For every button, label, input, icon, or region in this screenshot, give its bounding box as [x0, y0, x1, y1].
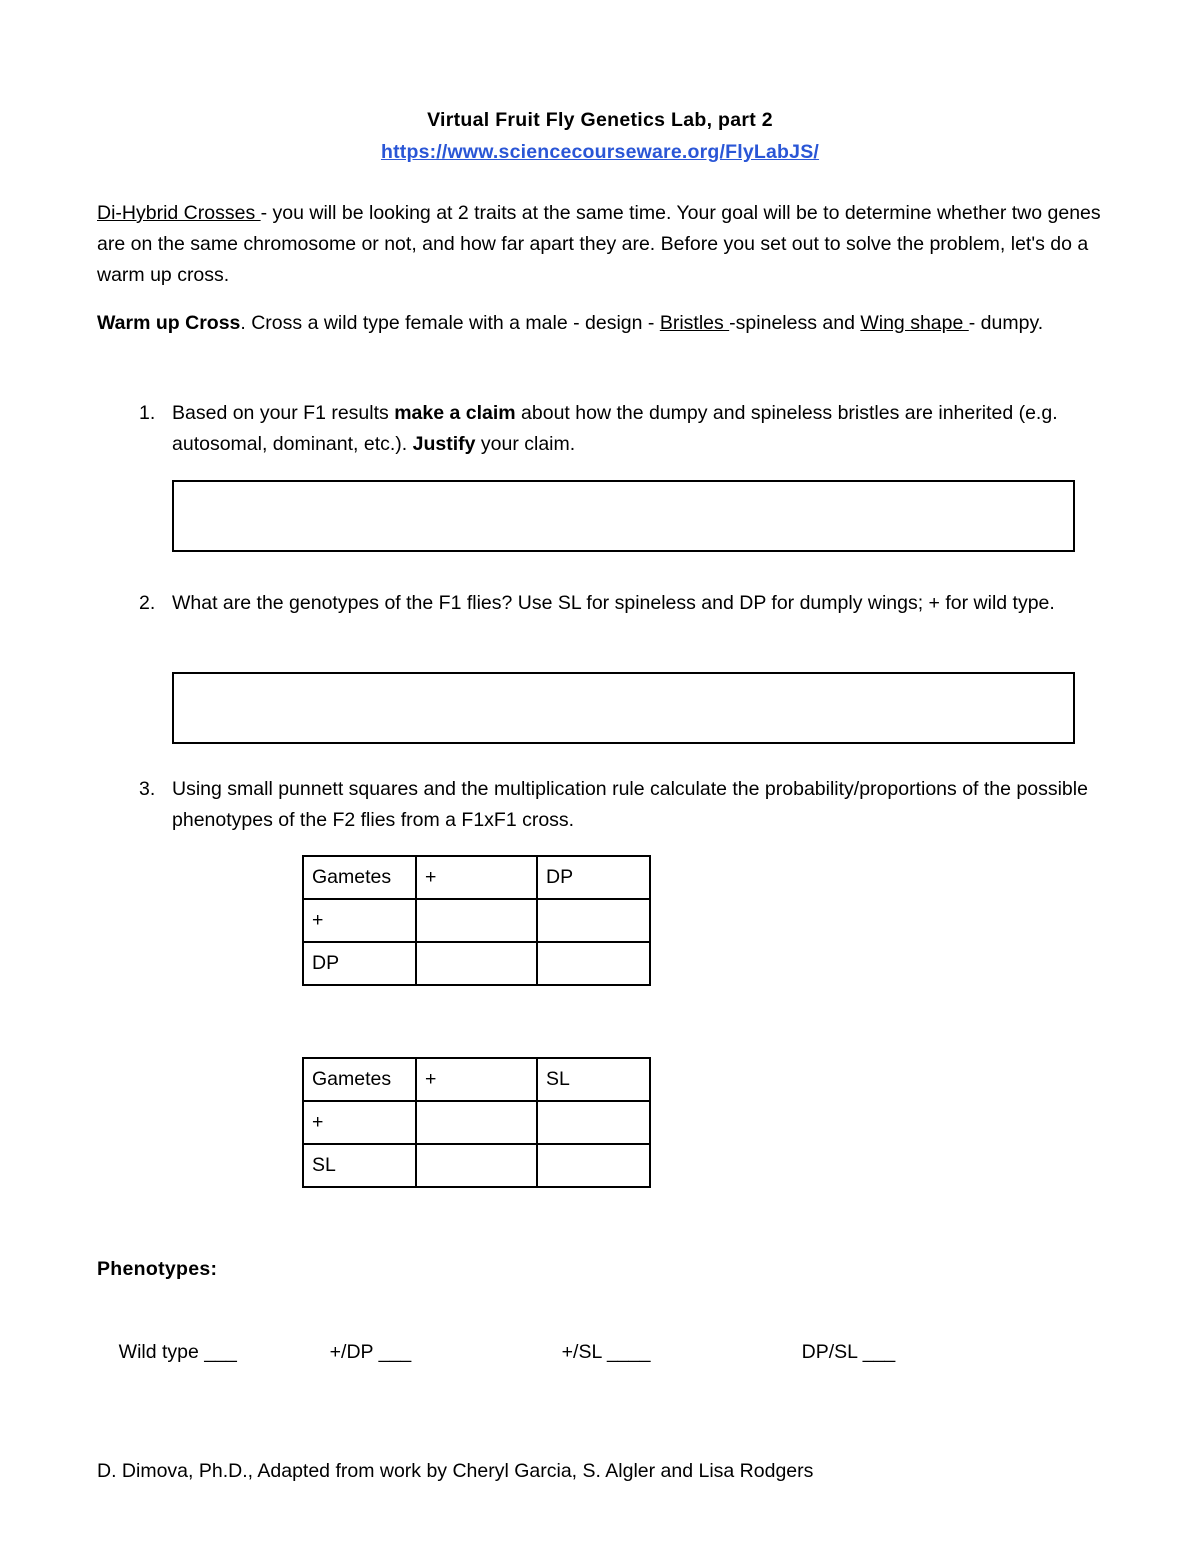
punnett-2-cell-1-2[interactable] [537, 1101, 650, 1144]
table-row [303, 1058, 650, 1101]
phenotype-plus-sl-label: +/SL [561, 1341, 602, 1363]
question-1-text-c: your claim. [475, 433, 576, 455]
punnett-2-cell-2-2[interactable] [537, 1144, 650, 1187]
lab-url-link[interactable]: https://www.sciencecourseware.org/FlyLabJS/ [380, 141, 820, 163]
intro-body-text: - you will be looking at 2 traits at the same time. Your goal will be to determine whether two genes are on the same chromosome or not, and how far apart they are. Before you set out to solve the problem, let's do a warm up cross. [97, 202, 1101, 286]
punnett-1-cell-0-1[interactable]: + [416, 856, 537, 899]
answer-box-question-2[interactable] [172, 672, 1075, 744]
warmup-text-a: . Cross a wild type female with a male - design - [240, 312, 660, 334]
table-row [303, 856, 650, 899]
punnett-2-cell-0-1[interactable]: + [416, 1058, 537, 1101]
page-title: Virtual Fruit Fly Genetics Lab, part 2 [427, 109, 773, 131]
intro-paragraph [97, 198, 1103, 291]
punnett-square-bristles [302, 1057, 651, 1188]
punnett-1-cell-2-0[interactable]: DP [303, 942, 416, 985]
question-1-bold-justify: Justify [412, 433, 476, 455]
phenotype-dp-sl [780, 1318, 895, 1387]
phenotype-plus-dp-label: +/DP [329, 1341, 374, 1363]
punnett-1-cell-1-1[interactable] [416, 899, 537, 942]
table-row [303, 899, 650, 942]
question-1-bold-make-a-claim: make a claim [394, 402, 516, 424]
phenotype-wild-type [97, 1318, 237, 1387]
question-1-marker: 1. [139, 402, 156, 424]
punnett-2-cell-1-0[interactable]: + [303, 1101, 416, 1144]
punnett-2-cell-2-1[interactable] [416, 1144, 537, 1187]
warmup-text-c: - dumpy. [968, 312, 1044, 334]
question-2 [139, 588, 1103, 619]
warmup-underline-bristles: Bristles [659, 312, 730, 334]
phenotype-plus-sl [540, 1318, 650, 1387]
question-1-text-a: Based on your F1 results [172, 402, 395, 424]
lab-url-container [97, 140, 1103, 164]
warmup-text-b: -spineless and [729, 312, 861, 334]
question-2-text: What are the genotypes of the F1 flies? Use SL for spineless and DP for dumply wings; + for wild type. [172, 592, 1055, 614]
question-2-marker: 2. [139, 592, 156, 614]
answer-box-question-1[interactable] [172, 480, 1075, 552]
question-3-text: Using small punnett squares and the multiplication rule calculate the probability/proportions of the possible phenotypes of the F2 flies from a F1xF1 cross. [172, 778, 1088, 831]
phenotype-wild-type-blank[interactable]: ___ [204, 1341, 237, 1363]
warmup-cross-paragraph [97, 308, 1103, 339]
punnett-1-cell-2-1[interactable] [416, 942, 537, 985]
punnett-1-cell-0-2[interactable]: DP [537, 856, 650, 899]
intro-heading-underlined: Di-Hybrid Crosses [97, 202, 261, 224]
phenotype-dp-sl-blank[interactable]: ___ [862, 1341, 896, 1363]
phenotype-plus-dp-blank[interactable]: ___ [378, 1341, 412, 1363]
punnett-1-cell-1-0[interactable]: + [303, 899, 416, 942]
punnett-2-cell-0-2[interactable]: SL [537, 1058, 650, 1101]
punnett-2-cell-1-1[interactable] [416, 1101, 537, 1144]
phenotype-wild-type-label: Wild type [118, 1341, 199, 1363]
footer-credit: D. Dimova, Ph.D., Adapted from work by Cheryl Garcia, S. Algler and Lisa Rodgers [97, 1460, 814, 1482]
table-row [303, 1101, 650, 1144]
punnett-1-cell-0-0[interactable]: Gametes [303, 856, 416, 899]
punnett-1-cell-1-2[interactable] [537, 899, 650, 942]
question-1-text-b: about how the dumpy and spineless bristles are inherited (e.g. autosomal, dominant, etc.). [172, 402, 1058, 455]
punnett-2-cell-2-0[interactable]: SL [303, 1144, 416, 1187]
table-row [303, 1144, 650, 1187]
phenotypes-heading: Phenotypes: [97, 1258, 218, 1280]
punnett-square-wing-shape [302, 855, 651, 986]
table-row [303, 942, 650, 985]
punnett-2-cell-0-0[interactable]: Gametes [303, 1058, 416, 1101]
warmup-underline-wing-shape: Wing shape [860, 312, 969, 334]
warmup-label: Warm up Cross [97, 312, 241, 334]
phenotype-dp-sl-label: DP/SL [801, 1341, 858, 1363]
question-3-marker: 3. [139, 778, 156, 800]
punnett-1-cell-2-2[interactable] [537, 942, 650, 985]
question-3 [139, 774, 1103, 836]
question-1-text [172, 398, 1103, 460]
phenotype-plus-sl-blank[interactable]: ____ [607, 1341, 651, 1363]
question-1 [139, 398, 1103, 460]
phenotype-plus-dp [308, 1318, 411, 1387]
